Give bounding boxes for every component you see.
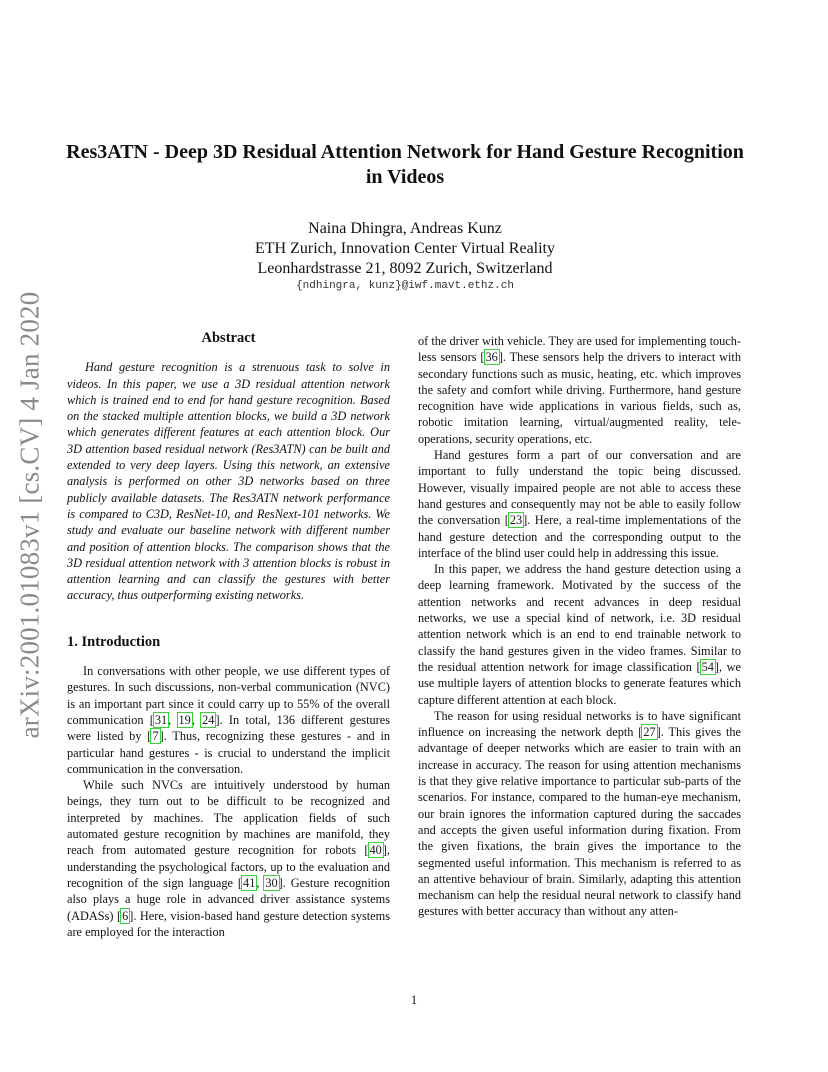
- author-affiliation: ETH Zurich, Innovation Center Virtual Reality: [255, 240, 555, 257]
- citation-link[interactable]: 6: [122, 908, 129, 923]
- citation-link[interactable]: 19: [178, 712, 191, 727]
- paragraph-text: While such NVCs are intuitively understood by human beings, they turn out to be difficult to be recognized and interpreted by machines. The application fields of such automated gesture recognition by machines are manifold, they reach from automated gesture recognition for robots [: [67, 778, 390, 858]
- citation-link[interactable]: 27: [643, 725, 656, 740]
- citation-link[interactable]: 31: [154, 712, 168, 727]
- citation-link[interactable]: 24: [202, 712, 215, 727]
- intro-paragraph-2: [67, 777, 390, 940]
- citation-link[interactable]: 7: [152, 729, 159, 744]
- citation-link[interactable]: 23: [509, 513, 523, 528]
- intro-paragraph-3: [418, 447, 741, 561]
- title-line-2: in Videos: [365, 166, 445, 188]
- citation-link[interactable]: 54: [701, 659, 714, 674]
- intro-paragraph-2-continued: [418, 333, 741, 447]
- paragraph-text: ,: [256, 875, 265, 890]
- paragraph-text: ,: [191, 712, 202, 727]
- section-heading-introduction: 1. Introduction: [67, 633, 161, 650]
- paragraph-text: ]. In total, 136 different gestures were listed by [: [67, 712, 390, 744]
- abstract-text: Hand gesture recognition is a strenuous task to solve in videos. In this paper, we use a 3D residual attention network which is trained end to end for hand gesture recognition. Based on the stacked multiple attention blocks, we build a 3D network which generates different features at each attention block. Our 3D attention based residual network (Res3ATN) can be built and extended to very deep layers. Using this network, an extensive analysis is performed on other 3D networks based on three publicly available datasets. The Res3ATN network performance is compared to C3D, ResNet-10, and ResNext-101 networks. We study and evaluate our baseline network with different number and position of attention blocks. The comparison shows that the 3D residual attention network with 3 attention blocks is robust in attention learning and can classify the gestures with better accuracy, thus outperforming existing networks.: [67, 360, 390, 603]
- paragraph-text: ]. Gesture recognition also plays a huge role in advanced driver assistance systems (ADASs) [: [67, 875, 390, 923]
- author-names: Naina Dhingra, Andreas Kunz: [308, 220, 502, 237]
- right-column: [418, 333, 741, 920]
- paper-title: [60, 140, 750, 190]
- paragraph-text: ]. Thus, recognizing these gestures - and in particular hand gestures - is crucial to understand the implicit communication in the conversation.: [67, 729, 391, 776]
- title-line-1: Res3ATN - Deep 3D Residual Attention Network for Hand Gesture Recognition: [66, 141, 744, 163]
- paragraph-text: The reason for using residual networks is to have significant influence on increasing the network depth [: [418, 708, 741, 740]
- intro-paragraph-1: In conversations with other people, we use different types of gestures. In such discussions, non-verbal communication (NVC) is an important part since it could carry up to 55% of the overall communication [31, 19, 24]. In total, 136 different gestures were listed by [7]. Thus, recognizing these gestures - and in particular hand gestures - is crucial to understand the implicit communication in the conversation.: [67, 664, 391, 776]
- paragraph-text: ]. Here, vision-based hand gesture detection systems are employed for the interaction: [67, 908, 390, 939]
- paragraph-text: In this paper, we address the hand gesture detection using a deep learning framework. Motivated by the success of the attention networks and recent advances in deep residual networks, we use a special kind of network, i.e. 3D residual attention network which is an end to end trainable network to classify the hand gestures given in the video frames. Similar to the residual attention network for image classification [: [418, 562, 741, 674]
- author-block: [60, 219, 750, 279]
- paragraph-text: ]. Here, a real-time implementations of the hand gesture detection and the corresponding output to the interface of the blind user could help in addressing this issue.: [418, 513, 741, 560]
- paragraph-text: of the driver with vehicle. They are used for implementing touch-less sensors [: [418, 334, 741, 365]
- paragraph-text: ], understanding the psychological factors, up to the evaluation and recognition of the sign language [: [67, 843, 390, 890]
- paragraph-text: Hand gestures form a part of our conversation and are important to fully understand the topic being discussed. However, visually impaired people are not able to access these hand gestures and consequently may not be able to easily follow the conversation [: [418, 448, 741, 528]
- citation-link[interactable]: 30: [265, 875, 278, 890]
- author-email: {ndhingra, kunz}@iwf.mavt.ethz.ch: [296, 280, 514, 292]
- arxiv-identifier: arXiv:2001.01083v1 [cs.CV] 4 Jan 2020: [14, 291, 45, 739]
- intro-paragraph-5: [418, 708, 741, 920]
- left-column: [67, 330, 390, 940]
- arxiv-sidebar-stamp: [8, 291, 52, 739]
- paragraph-text: ], we use multiple layers of attention blocks to generate features which capture different attention at each block.: [418, 659, 741, 707]
- paragraph-text: ]. These sensors help the drivers to interact with secondary functions such as music, heating, etc. which improves the safety and comfort while driving. Furthermore, hand gesture recognition have wide applications in various fields, such as, robotic imitation learning, virtual/augmented reality, tele-operations, security operations, etc.: [418, 350, 741, 446]
- paragraph-text: ]. This gives the advantage of deeper networks which are easier to train with an increase in accuracy. The reason for using attention mechanisms is that they give relative importance to particular sub-parts of the scenarios. For instance, compared to the human-eye mechanism, our brain ignores the information captured during the saccades and accepts the given useful information during fixation. From the given fixations, the brain gives the importance to the segmented useful information. This mechanism is referred to as an attentive behaviour of brain. Similarly, adapting this attention mechanism can help the residual neural network to classify hand gestures with better accuracy than without any atten-: [418, 725, 741, 919]
- paragraph-text: ,: [168, 712, 178, 727]
- abstract-heading: Abstract: [201, 330, 256, 346]
- intro-paragraph-4: [418, 561, 741, 708]
- page-number: 1: [410, 993, 418, 1007]
- citation-link[interactable]: 36: [485, 350, 498, 365]
- paragraph-text: In conversations with other people, we use different types of gestures. In such discussions, non-verbal communication (NVC) is an important part since it could carry up to 55% of the overall communication: [67, 664, 390, 727]
- author-address: Leonhardstrasse 21, 8092 Zurich, Switzerland: [257, 260, 553, 277]
- citation-link[interactable]: 40: [369, 843, 382, 858]
- citation-link[interactable]: 41: [243, 875, 256, 890]
